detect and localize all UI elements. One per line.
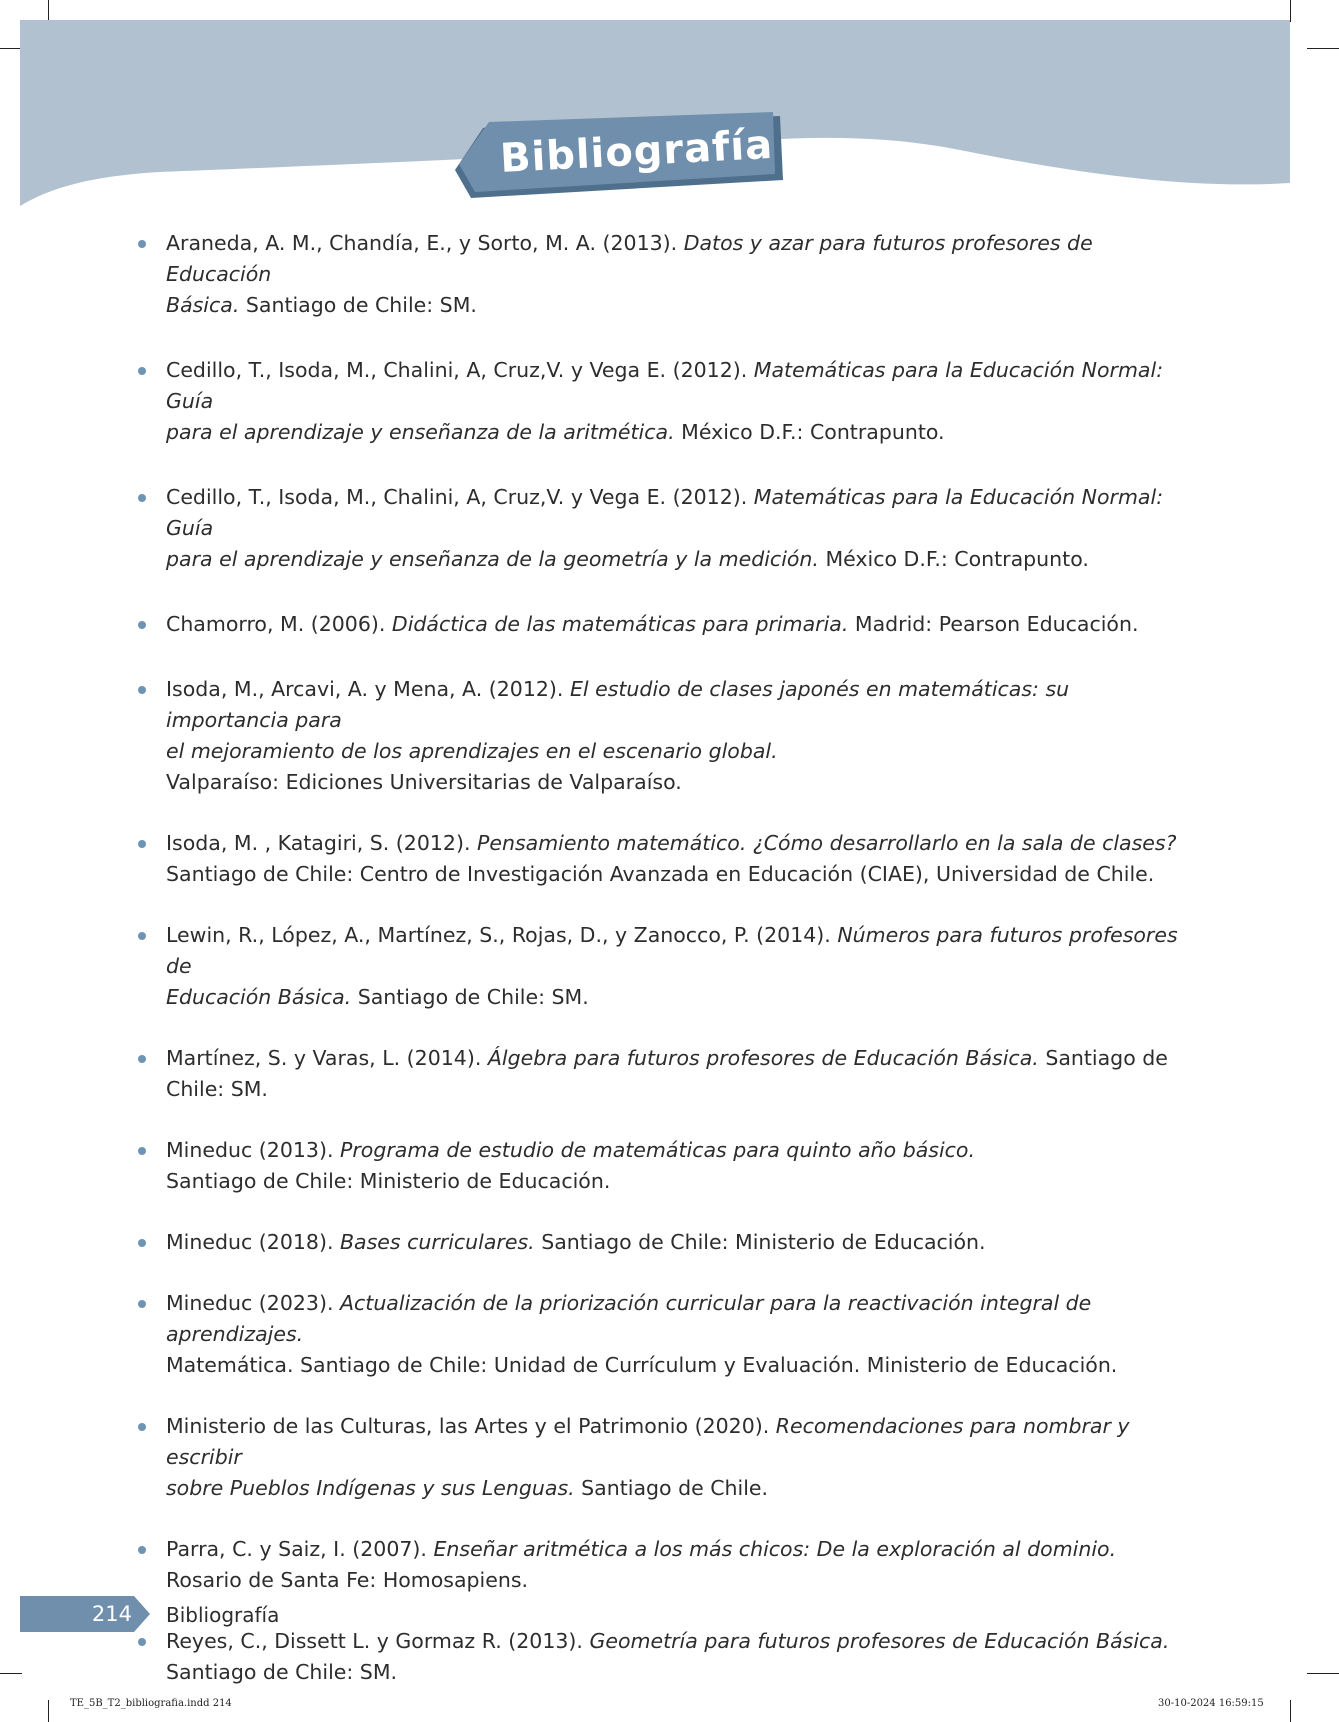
reference-text: Santiago de Chile: SM. bbox=[351, 985, 589, 1009]
reference-text: Mineduc (2013). bbox=[166, 1138, 340, 1162]
reference-text: Santiago de Chile: Ministerio de Educación. bbox=[166, 1169, 611, 1193]
reference-line bbox=[166, 1565, 1178, 1596]
reference-item bbox=[138, 828, 1178, 890]
reference-text: Madrid: Pearson Educación. bbox=[848, 612, 1139, 636]
reference-text: Mineduc (2018). bbox=[166, 1230, 340, 1254]
reference-item bbox=[138, 1534, 1178, 1596]
reference-text: Matemática. Santiago de Chile: Unidad de Currículum y Evaluación. Ministerio de Educación. bbox=[166, 1353, 1118, 1377]
reference-line bbox=[166, 767, 1178, 798]
reference-text: México D.F.: Contrapunto. bbox=[674, 420, 945, 444]
reference-item bbox=[138, 1288, 1178, 1381]
reference-text: Mineduc (2023). bbox=[166, 1291, 340, 1315]
reference-text: México D.F.: Contrapunto. bbox=[818, 547, 1089, 571]
reference-text: Valparaíso: Ediciones Universitarias de Valparaíso. bbox=[166, 770, 682, 794]
reference-text: Isoda, M. , Katagiri, S. (2012). bbox=[166, 831, 477, 855]
reference-line bbox=[166, 859, 1178, 890]
reference-title: Álgebra para futuros profesores de Educación Básica. bbox=[487, 1046, 1039, 1070]
reference-item bbox=[138, 1043, 1178, 1105]
slug-timestamp: 30-10-2024 16:59:15 bbox=[1158, 1698, 1264, 1709]
reference-text: Reyes, C., Dissett L. y Gormaz R. (2013). bbox=[166, 1629, 590, 1653]
reference-title: para el aprendizaje y enseñanza de la aritmética. bbox=[166, 420, 675, 444]
reference-line bbox=[166, 736, 1178, 767]
reference-item bbox=[138, 609, 1178, 640]
reference-title: Enseñar aritmética a los más chicos: De la exploración al dominio. bbox=[433, 1537, 1117, 1561]
reference-line bbox=[166, 355, 1178, 417]
reference-text: Santiago de Chile: Ministerio de Educación. bbox=[534, 1230, 986, 1254]
reference-title: Matemáticas para la Educación Normal: Guía bbox=[166, 485, 1164, 540]
reference-text: Rosario de Santa Fe: Homosapiens. bbox=[166, 1568, 529, 1592]
reference-line bbox=[166, 1473, 1178, 1504]
reference-item bbox=[138, 1227, 1178, 1258]
reference-line bbox=[166, 1626, 1178, 1657]
reference-text: Santiago de Chile: SM. bbox=[239, 293, 477, 317]
reference-line bbox=[166, 228, 1178, 290]
reference-line bbox=[166, 1135, 1178, 1166]
reference-text: Isoda, M., Arcavi, A. y Mena, A. (2012). bbox=[166, 677, 570, 701]
reference-line bbox=[166, 1043, 1178, 1105]
reference-title: Pensamiento matemático. ¿Cómo desarrollarlo en la sala de clases? bbox=[476, 831, 1177, 855]
reference-item bbox=[138, 482, 1178, 575]
reference-item bbox=[138, 355, 1178, 448]
reference-line bbox=[166, 982, 1178, 1013]
crop-mark bbox=[0, 1673, 22, 1674]
reference-line bbox=[166, 828, 1178, 859]
reference-title: sobre Pueblos Indígenas y sus Lenguas. bbox=[166, 1476, 575, 1500]
reference-item bbox=[138, 228, 1178, 321]
reference-text: Cedillo, T., Isoda, M., Chalini, A, Cruz,V. y Vega E. (2012). bbox=[166, 358, 754, 382]
page-number: 214 bbox=[91, 1602, 132, 1626]
reference-line bbox=[166, 1288, 1178, 1350]
reference-item bbox=[138, 1135, 1178, 1197]
reference-title: Matemáticas para la Educación Normal: Guía bbox=[166, 358, 1164, 413]
reference-title: El estudio de clases japonés en matemáticas: su importancia para bbox=[166, 677, 1070, 732]
reference-text: Martínez, S. y Varas, L. (2014). bbox=[166, 1046, 488, 1070]
reference-line bbox=[166, 544, 1178, 575]
reference-title: Actualización de la priorización curricular para la reactivación integral de aprendizajes. bbox=[166, 1291, 1092, 1346]
reference-text: Araneda, A. M., Chandía, E., y Sorto, M. A. (2013). bbox=[166, 231, 684, 255]
reference-title: Bases curriculares. bbox=[339, 1230, 535, 1254]
reference-line bbox=[166, 1657, 1178, 1688]
reference-line bbox=[166, 1350, 1178, 1381]
reference-line bbox=[166, 1227, 1178, 1258]
reference-line bbox=[166, 674, 1178, 736]
reference-text: Chamorro, M. (2006). bbox=[166, 612, 392, 636]
reference-line bbox=[166, 482, 1178, 544]
reference-text: Santiago de Chile: SM. bbox=[166, 1660, 398, 1684]
reference-line bbox=[166, 1166, 1178, 1197]
reference-item bbox=[138, 1411, 1178, 1504]
crop-mark bbox=[1290, 1700, 1291, 1722]
reference-item bbox=[138, 1626, 1178, 1688]
slug-filename: TE_5B_T2_bibliografia.indd 214 bbox=[70, 1698, 232, 1709]
reference-line bbox=[166, 609, 1178, 640]
reference-title: Recomendaciones para nombrar y escribir bbox=[166, 1414, 1130, 1469]
page-title: Bibliografía bbox=[498, 121, 775, 183]
reference-line bbox=[166, 920, 1178, 982]
reference-title: Datos y azar para futuros profesores de Educación bbox=[166, 231, 1093, 286]
reference-line bbox=[166, 417, 1178, 448]
reference-line bbox=[166, 1411, 1178, 1473]
reference-line bbox=[166, 1534, 1178, 1565]
reference-text: Santiago de Chile. bbox=[574, 1476, 769, 1500]
reference-text: Santiago de Chile: SM. bbox=[166, 1046, 1168, 1101]
reference-line bbox=[166, 290, 1178, 321]
reference-text: Parra, C. y Saiz, I. (2007). bbox=[166, 1537, 434, 1561]
reference-item bbox=[138, 920, 1178, 1013]
reference-text: Santiago de Chile: Centro de Investigación Avanzada en Educación (CIAE), Universidad de Chile. bbox=[166, 862, 1155, 886]
reference-item bbox=[138, 674, 1178, 798]
reference-title: para el aprendizaje y enseñanza de la geometría y la medición. bbox=[166, 547, 819, 571]
reference-text: Ministerio de las Culturas, las Artes y el Patrimonio (2020). bbox=[166, 1414, 776, 1438]
reference-title: Números para futuros profesores de bbox=[166, 923, 1178, 978]
bibliography-list bbox=[138, 228, 1178, 1688]
footer-section-label: Bibliografía bbox=[166, 1603, 280, 1627]
crop-mark bbox=[48, 1700, 49, 1722]
reference-title: Básica. bbox=[166, 293, 240, 317]
crop-mark bbox=[1307, 1673, 1339, 1674]
reference-text: Cedillo, T., Isoda, M., Chalini, A, Cruz,V. y Vega E. (2012). bbox=[166, 485, 754, 509]
reference-title: Didáctica de las matemáticas para primaria. bbox=[391, 612, 849, 636]
reference-text: Lewin, R., López, A., Martínez, S., Rojas, D., y Zanocco, P. (2014). bbox=[166, 923, 838, 947]
reference-title: Programa de estudio de matemáticas para quinto año básico. bbox=[339, 1138, 975, 1162]
reference-title: Educación Básica. bbox=[166, 985, 352, 1009]
reference-title: el mejoramiento de los aprendizajes en el escenario global. bbox=[166, 739, 778, 763]
reference-title: Geometría para futuros profesores de Educación Básica. bbox=[589, 1629, 1170, 1653]
